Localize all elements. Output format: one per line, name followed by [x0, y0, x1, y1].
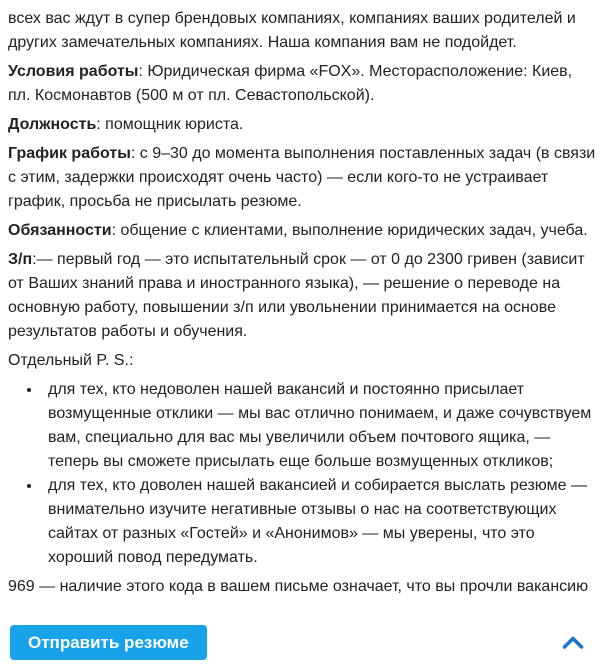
label-position: Должность — [8, 116, 97, 133]
label-conditions: Условия работы — [8, 63, 139, 80]
text-schedule: : с 9–30 до момента выполнения поставленных задач (в связи с этим, задержки происходят очень часто) — если кого-то не устраивает график, просьба не присылать резюме. — [8, 145, 596, 210]
text-conditions: : Юридическая фирма «FOX». Месторасположение: Киев, пл. Космонавтов (500 м от пл. Севастопольской). — [8, 63, 573, 104]
label-schedule: График работы — [8, 145, 131, 162]
paragraph-ps-heading: Отдельный P. S.: — [8, 352, 134, 369]
text-position: : помощник юриста. — [96, 116, 244, 133]
list-item: • для тех, кто доволен нашей вакансией и собирается выслать резюме — внимательно изучите негативные отзывы о нас на соответствующих сайтах от разных «Гостей» и «Анонимов» — мы уверены, что это хороший повод передумать. — [42, 474, 596, 570]
paragraph-conditions — [8, 60, 596, 108]
paragraph-intro: всех вас ждут в супер брендовых компаниях, компаниях ваших родителей и других замечательных компаниях. Наша компания вам не подойдет. — [8, 10, 576, 51]
send-resume-button[interactable]: Отправить резюме — [10, 625, 207, 660]
label-salary: З/п — [8, 251, 33, 268]
paragraph-code: 969 — наличие этого кода в вашем письме означает, что вы прочли вакансию — [8, 578, 589, 595]
collapse-chevron-icon[interactable] — [562, 635, 584, 650]
list-item: • для тех, кто недоволен нашей вакансий и постоянно присылает возмущенные отклики — мы вас отлично понимаем, и даже сочувствуем вам, специально для вас мы увеличили объем почтового ящика, — теперь вы сможете присылать еще больше возмущенных откликов; — [42, 378, 596, 474]
paragraph-duties — [8, 219, 596, 243]
paragraph-salary — [8, 248, 596, 344]
text-salary: :— первый год — это испытательный срок — от 0 до 2300 гривен (зависит от Ваших знаний права и иностранного языка), — решение о переводе на основную работу, повышении з/п или увольнении принимается на основе результатов работы и обучения. — [8, 251, 585, 340]
text-duties: : общение с клиентами, выполнение юридических задач, учеба. — [111, 222, 588, 239]
paragraph-schedule — [8, 142, 596, 214]
actions-row — [8, 625, 596, 660]
label-duties: Обязанности — [8, 222, 112, 239]
paragraph-position — [8, 113, 596, 137]
ps-list — [8, 378, 596, 570]
vacancy-description — [8, 7, 596, 660]
